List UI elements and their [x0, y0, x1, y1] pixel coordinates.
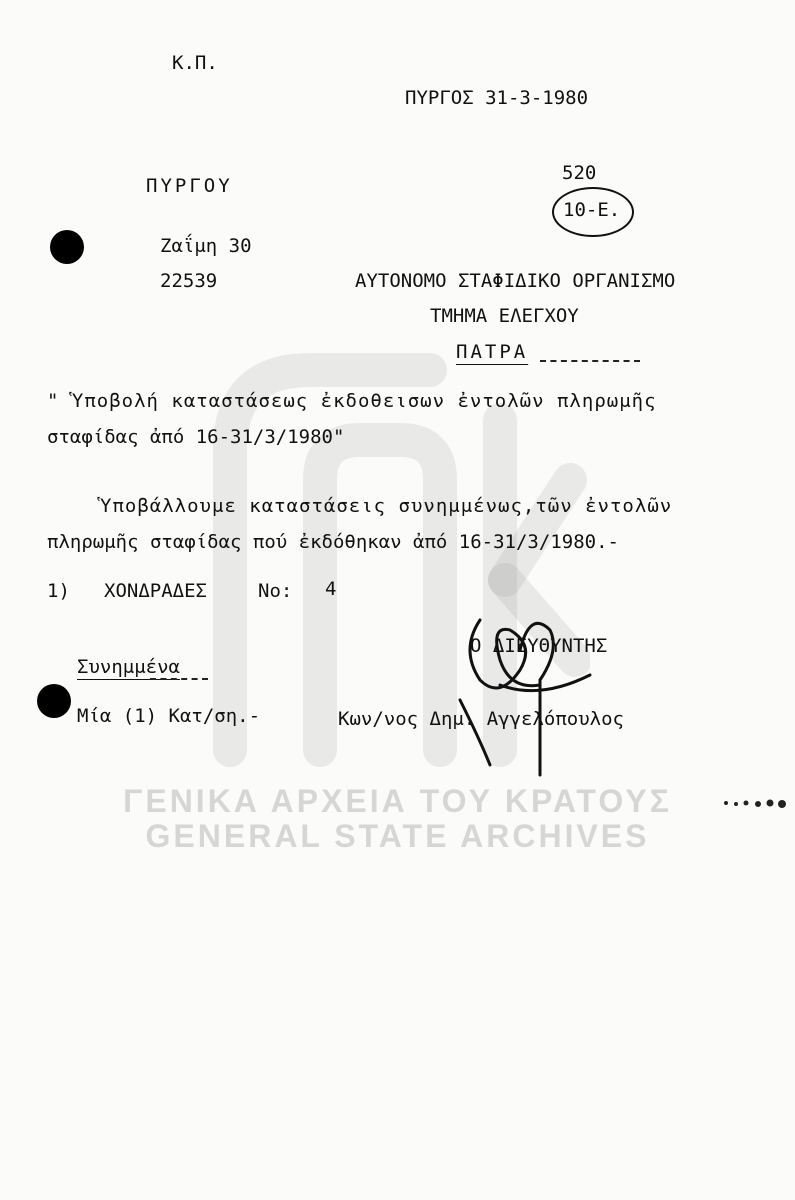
- scan-specks: [720, 795, 790, 815]
- recipient-organization: ΑΥΤΟΝΟΜΟ ΣΤΑΦΙΔΙΚΟ ΟΡΓΑΝΙΣΜΟ: [355, 270, 676, 292]
- subject-line-2: σταφίδας ἀπό 16-31/3/1980": [47, 426, 345, 448]
- punch-hole-bottom: [37, 684, 71, 718]
- paragraph-line-1: Ὑποβάλλουμε καταστάσεις συνημμένως,τῶν ἐντολῶν: [100, 495, 673, 517]
- reference-code: 10-Ε.: [563, 199, 621, 221]
- subject-line-1: " Ὑποβολή καταστάσεως ἐκδοθεισων ἐντολῶν πληρωμῆς: [47, 390, 657, 412]
- sender-city: ΠΥΡΓΟΥ: [146, 175, 233, 197]
- attachments-dashes: [150, 678, 208, 680]
- item-no-value: 4: [325, 578, 337, 600]
- sender-street: Ζαΐμη 30: [160, 235, 252, 257]
- item-no-label: Νο:: [258, 580, 293, 602]
- recipient-city-dashes: [540, 360, 640, 362]
- attachments-label: Συνημμένα: [77, 656, 180, 678]
- attachments-value: Μία (1) Κατ/ση.-: [77, 705, 261, 727]
- item-name: ΧΟΝΔΡΑΔΕΣ: [104, 580, 207, 602]
- item-number: 1): [47, 580, 70, 602]
- watermark-greek: ΓΕΝΙΚΑ ΑΡΧΕΙΑ ΤΟΥ ΚΡΑΤΟΥΣ: [123, 783, 672, 819]
- sender-phone: 22539: [160, 270, 218, 292]
- recipient-city: ΠΑΤΡΑ: [456, 341, 529, 363]
- signer-name: Κων/νος Δημ. Αγγελόπουλος: [338, 708, 624, 730]
- reference-number: 520: [562, 162, 597, 184]
- recipient-department: ΤΜΗΜΑ ΕΛΕΓΧΟΥ: [430, 305, 579, 327]
- watermark-english: GENERAL STATE ARCHIVES: [145, 818, 650, 854]
- place-date: ΠΥΡΓΟΣ 31-3-1980: [405, 87, 589, 109]
- header-kp: Κ.Π.: [172, 52, 218, 74]
- punch-hole-top: [50, 230, 84, 264]
- paragraph-line-2: πληρωμῆς σταφίδας πού ἐκδόθηκαν ἀπό 16-31/3/1980.-: [47, 531, 619, 553]
- signer-title: Ο ΔΙΕΥΘΥΝΤΗΣ: [470, 635, 608, 657]
- handwritten-signature: [440, 590, 620, 790]
